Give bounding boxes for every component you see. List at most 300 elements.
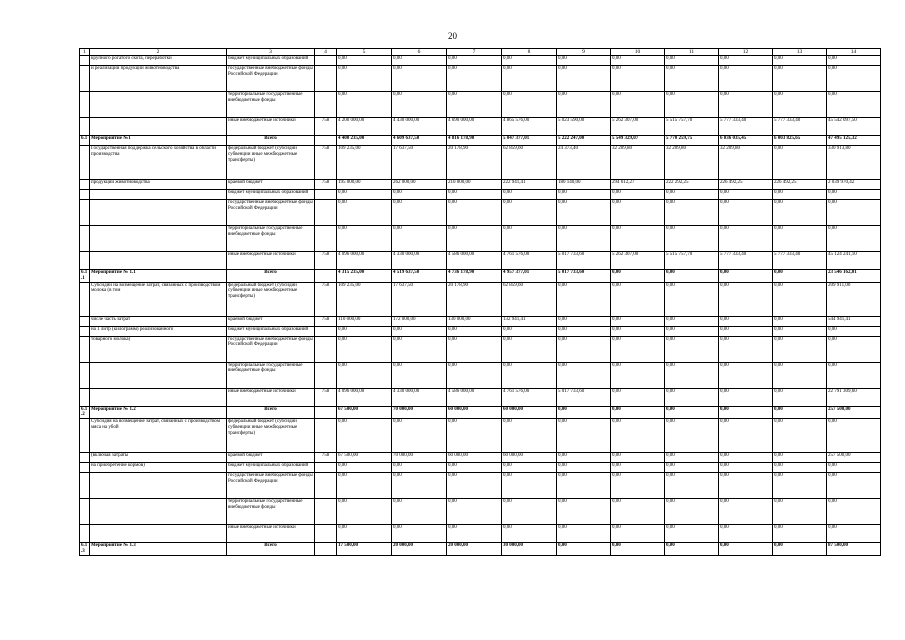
- table-cell: 0,00: [557, 362, 611, 388]
- table-cell: [315, 200, 337, 226]
- table-cell: [80, 190, 90, 200]
- table-cell: 5 777 333,40: [773, 118, 827, 136]
- table-cell: федеральный бюджет (субсидии субвенции иные межбюджетные трансферты): [227, 146, 315, 180]
- header-cell: 11: [665, 49, 719, 56]
- table-cell: 0,00: [557, 282, 611, 316]
- header-cell: 8: [502, 49, 557, 56]
- table-cell: 0,00: [502, 56, 557, 66]
- table-cell: 0,00: [557, 473, 611, 499]
- table-cell: 0,00: [773, 543, 827, 556]
- table-cell: 0,00: [773, 282, 827, 316]
- table-cell: 0,00: [337, 200, 392, 226]
- table-cell: 0,00: [665, 190, 719, 200]
- table-cell: 0,00: [665, 525, 719, 543]
- table-cell: на 1 литр (килограмм) реализованного: [90, 326, 227, 336]
- table-cell: 0,00: [392, 499, 447, 525]
- table-cell: краевой бюджет: [227, 453, 315, 463]
- header-cell: 13: [773, 49, 827, 56]
- table-cell: 4 096 000,00: [337, 252, 392, 270]
- table-cell: 4 200 000,00: [337, 118, 392, 136]
- table-cell: 0,00: [447, 336, 502, 362]
- table-cell: Всего: [227, 406, 315, 419]
- table-cell: 0,00: [719, 316, 773, 326]
- table-cell: 23 546 162,01: [827, 270, 881, 283]
- table-cell: [315, 336, 337, 362]
- table-cell: 5 549 329,07: [611, 136, 665, 146]
- table-cell: [90, 118, 227, 136]
- table-cell: 4 330 000,00: [392, 252, 447, 270]
- table-cell: 0,00: [557, 326, 611, 336]
- table-cell: 0,00: [502, 226, 557, 252]
- table-cell: [90, 388, 227, 406]
- table-cell: [80, 453, 90, 463]
- table-cell: 0,00: [447, 56, 502, 66]
- table-cell: 4 400 235,00: [337, 136, 392, 146]
- table-cell: 0,00: [502, 499, 557, 525]
- table-cell: 0,00: [392, 56, 447, 66]
- table-cell: 0,00: [392, 92, 447, 118]
- table-cell: 0,00: [665, 66, 719, 92]
- table-cell: [90, 525, 227, 543]
- table-cell: 0,00: [392, 226, 447, 252]
- table-cell: 30 000,00: [502, 543, 557, 556]
- table-cell: [315, 419, 337, 453]
- table-cell: государственные внебюджетные фонды Российской Федерации: [227, 336, 315, 362]
- table-cell: [315, 473, 337, 499]
- table-cell: 0,00: [392, 463, 447, 473]
- table-cell: 5 017 733,60: [557, 270, 611, 283]
- table-row: [80, 226, 881, 252]
- table-cell: территориальные государственные внебюджетные фонды: [227, 92, 315, 118]
- table-cell: 0,00: [665, 463, 719, 473]
- header-cell: 14: [827, 49, 881, 56]
- table-cell: 130 000,00: [447, 316, 502, 326]
- table-cell: 0,00: [665, 200, 719, 226]
- table-cell: на приобретение кормов): [90, 463, 227, 473]
- table-cell: 180 140,00: [557, 180, 611, 190]
- table-cell: 0,00: [611, 190, 665, 200]
- table-cell: 0,00: [557, 525, 611, 543]
- table-cell: 0,00: [447, 473, 502, 499]
- table-cell: 0,00: [557, 406, 611, 419]
- table-cell: [315, 326, 337, 336]
- table-cell: 0,00: [557, 463, 611, 473]
- table-cell: [80, 336, 90, 362]
- table-cell: 0,00: [611, 419, 665, 453]
- table-row: [80, 118, 881, 136]
- table-cell: Мероприятие № 1.3: [90, 543, 227, 556]
- table-row: [80, 525, 881, 543]
- table-cell: [315, 56, 337, 66]
- table-cell: [80, 282, 90, 316]
- table-cell: Мероприятие № 1.2: [90, 406, 227, 419]
- table-cell: 45 542 097,50: [827, 118, 881, 136]
- table-cell: 0,00: [337, 326, 392, 336]
- table-cell: 0,00: [557, 336, 611, 362]
- table-cell: [315, 406, 337, 419]
- table-row: [80, 316, 881, 326]
- table-cell: 0,00: [447, 66, 502, 92]
- table-cell: 0,00: [719, 419, 773, 453]
- table-cell: 0,00: [337, 226, 392, 252]
- table-cell: 0,00: [719, 473, 773, 499]
- table-cell: 0,00: [773, 406, 827, 419]
- table-cell: 110 000,00: [337, 316, 392, 326]
- table-cell: [90, 473, 227, 499]
- table-cell: [315, 190, 337, 200]
- table-cell: 0,00: [665, 336, 719, 362]
- table-cell: 0,00: [557, 226, 611, 252]
- table-cell: [90, 92, 227, 118]
- table-cell: 210 000,00: [447, 180, 502, 190]
- table-cell: иные внебюджетные источники: [227, 252, 315, 270]
- header-row: [80, 49, 881, 56]
- table-cell: товарного молока): [90, 336, 227, 362]
- table-row: [80, 282, 881, 316]
- table-cell: 0,00: [719, 362, 773, 388]
- table-cell: 0,00: [337, 66, 392, 92]
- table-cell: [90, 226, 227, 252]
- table-cell: 0,00: [611, 336, 665, 362]
- table-cell: 0,00: [502, 463, 557, 473]
- table-cell: 0,00: [773, 525, 827, 543]
- table-row: [80, 543, 881, 556]
- table-cell: 0,00: [611, 66, 665, 92]
- table-cell: 0,00: [502, 362, 557, 388]
- table-cell: 5 515 757,70: [665, 118, 719, 136]
- table-cell: 6 036 035,45: [719, 136, 773, 146]
- table-cell: 758: [315, 252, 337, 270]
- table-cell: [80, 200, 90, 226]
- table-cell: [315, 543, 337, 556]
- table-cell: 0,00: [773, 336, 827, 362]
- table-cell: 226 492,25: [773, 180, 827, 190]
- table-cell: 0,00: [392, 200, 447, 226]
- table-cell: [80, 463, 90, 473]
- table-cell: государственные внебюджетные фонды Российской Федерации: [227, 66, 315, 92]
- table-cell: 0,00: [719, 543, 773, 556]
- table-cell: [90, 252, 227, 270]
- table-cell: 758: [315, 388, 337, 406]
- table-cell: 0,00: [611, 499, 665, 525]
- table-cell: [80, 146, 90, 180]
- table-cell: 6.1.1: [80, 270, 90, 283]
- table-cell: 0,00: [719, 406, 773, 419]
- table-cell: 0,00: [611, 453, 665, 463]
- table-row: [80, 406, 881, 419]
- table-cell: 6 003 825,65: [773, 136, 827, 146]
- table-cell: 0,00: [773, 226, 827, 252]
- table-cell: 0,00: [827, 362, 881, 388]
- table-cell: 0,00: [773, 326, 827, 336]
- table-cell: иные внебюджетные источники: [227, 388, 315, 406]
- table-cell: Субсидии на возмещение затрат, связанных с производством молока (в том: [90, 282, 227, 316]
- table-cell: 5 222 247,00: [557, 136, 611, 146]
- table-cell: бюджет муниципальных образований: [227, 463, 315, 473]
- table-row: [80, 453, 881, 463]
- header-cell: 5: [337, 49, 392, 56]
- table-cell: 0,00: [827, 473, 881, 499]
- table-cell: 758: [315, 316, 337, 326]
- table-cell: 0,00: [611, 543, 665, 556]
- table-cell: федеральный бюджет (субсидии субвенции иные межбюджетные трансферты): [227, 282, 315, 316]
- header-cell: 9: [557, 49, 611, 56]
- table-cell: 758: [315, 180, 337, 190]
- table-cell: территориальные государственные внебюджетные фонды: [227, 226, 315, 252]
- table-cell: 4 586 000,00: [447, 388, 502, 406]
- table-cell: 70 000,00: [392, 406, 447, 419]
- table-cell: 5 023 590,00: [557, 118, 611, 136]
- header-cell: 6: [392, 49, 447, 56]
- table-cell: 0,00: [773, 190, 827, 200]
- table-cell: 32 209,80: [719, 146, 773, 180]
- table-cell: 6.1.3: [80, 543, 90, 556]
- table-cell: 32 209,80: [611, 146, 665, 180]
- table-cell: 5 777 333,40: [719, 252, 773, 270]
- table-cell: 0,00: [665, 388, 719, 406]
- table-row: [80, 326, 881, 336]
- table-cell: 294 612,27: [611, 180, 665, 190]
- table-cell: 5 017 733,60: [557, 252, 611, 270]
- table-row: [80, 252, 881, 270]
- table-cell: 5 262 307,00: [611, 118, 665, 136]
- table-cell: [80, 316, 90, 326]
- table-cell: 0,00: [447, 190, 502, 200]
- table-cell: 0,00: [502, 419, 557, 453]
- table-cell: 0,00: [557, 499, 611, 525]
- table-cell: [80, 419, 90, 453]
- table-cell: 0,00: [557, 316, 611, 326]
- table-cell: [80, 56, 90, 66]
- table-cell: 0,00: [611, 226, 665, 252]
- table-cell: 0,00: [447, 499, 502, 525]
- table-cell: [315, 136, 337, 146]
- table-cell: 0,00: [392, 362, 447, 388]
- budget-table: [79, 48, 881, 556]
- table-cell: 0,00: [719, 525, 773, 543]
- table-cell: 0,00: [502, 326, 557, 336]
- table-row: [80, 336, 881, 362]
- table-row: [80, 388, 881, 406]
- table-cell: 0,00: [719, 226, 773, 252]
- table-cell: 0,00: [447, 419, 502, 453]
- table-cell: [315, 226, 337, 252]
- table-cell: 0,00: [665, 92, 719, 118]
- table-cell: 0,00: [557, 56, 611, 66]
- header-cell: 10: [611, 49, 665, 56]
- table-cell: 60 000,00: [502, 406, 557, 419]
- table-cell: 62 859,60: [502, 282, 557, 316]
- table-cell: [90, 362, 227, 388]
- table-cell: 758: [315, 146, 337, 180]
- table-cell: 0,00: [773, 499, 827, 525]
- table-cell: 109 235,00: [337, 282, 392, 316]
- table-cell: [80, 525, 90, 543]
- table-row: [80, 499, 881, 525]
- table-cell: 4 586 000,00: [447, 252, 502, 270]
- table-cell: 0,00: [337, 56, 392, 66]
- table-cell: 0,00: [611, 92, 665, 118]
- table-cell: и реализации продукции животноводства: [90, 66, 227, 92]
- table-cell: [80, 118, 90, 136]
- table-cell: 0,00: [827, 326, 881, 336]
- table-cell: 0,00: [827, 66, 881, 92]
- table-cell: [80, 252, 90, 270]
- table-cell: 22 791 309,60: [827, 388, 881, 406]
- table-cell: 222 941,41: [502, 180, 557, 190]
- header-cell: 3: [227, 49, 315, 56]
- table-cell: 0,00: [665, 499, 719, 525]
- table-cell: 0,00: [502, 200, 557, 226]
- table-cell: 0,00: [719, 336, 773, 362]
- table-cell: числе часть затрат: [90, 316, 227, 326]
- table-cell: 0,00: [337, 190, 392, 200]
- table-cell: 0,00: [611, 282, 665, 316]
- table-cell: 0,00: [447, 326, 502, 336]
- table-cell: бюджет муниципальных образований: [227, 326, 315, 336]
- header-cell: 7: [447, 49, 502, 56]
- table-cell: краевой бюджет: [227, 180, 315, 190]
- table-cell: 226 492,25: [719, 180, 773, 190]
- table-cell: 0,00: [557, 453, 611, 463]
- table-cell: 758: [315, 282, 337, 316]
- table-cell: 0,00: [337, 336, 392, 362]
- table-cell: 0,00: [827, 499, 881, 525]
- table-cell: 0,00: [773, 453, 827, 463]
- table-cell: 0,00: [611, 200, 665, 226]
- table-cell: Мероприятие № 1.1: [90, 270, 227, 283]
- table-cell: 4 816 178,90: [447, 136, 502, 146]
- table-cell: территориальные государственные внебюджетные фонды: [227, 499, 315, 525]
- table-cell: 0,00: [447, 463, 502, 473]
- table-cell: 87 500,00: [827, 543, 881, 556]
- table-cell: [315, 362, 337, 388]
- table-cell: 0,00: [611, 56, 665, 66]
- table-cell: [90, 190, 227, 200]
- table-cell: 195 000,00: [337, 180, 392, 190]
- header-cell: 1: [80, 49, 90, 56]
- table-cell: [90, 499, 227, 525]
- table-cell: 17 637,50: [392, 146, 447, 180]
- table-cell: 0,00: [392, 473, 447, 499]
- table-cell: 4 519 637,50: [392, 270, 447, 283]
- table-cell: Государственная поддержка сельского хозяйства в области производства: [90, 146, 227, 180]
- table-cell: 0,00: [773, 419, 827, 453]
- table-cell: 0,00: [827, 226, 881, 252]
- table-cell: 0,00: [502, 92, 557, 118]
- table-cell: 0,00: [502, 473, 557, 499]
- table-cell: 5 770 259,75: [665, 136, 719, 146]
- table-cell: [315, 270, 337, 283]
- table-cell: 0,00: [773, 56, 827, 66]
- header-cell: 12: [719, 49, 773, 56]
- table-cell: 0,00: [773, 388, 827, 406]
- table-cell: 60 000,00: [447, 406, 502, 419]
- table-cell: 45 124 241,10: [827, 252, 881, 270]
- table-cell: [80, 388, 90, 406]
- table-row: [80, 92, 881, 118]
- table-cell: 0,00: [611, 525, 665, 543]
- header-cell: 2: [90, 49, 227, 56]
- table-cell: 0,00: [502, 525, 557, 543]
- table-cell: иные внебюджетные источники: [227, 525, 315, 543]
- table-row: [80, 56, 881, 66]
- table-cell: 62 859,60: [502, 146, 557, 180]
- table-cell: 5 777 333,40: [719, 118, 773, 136]
- table-cell: 0,00: [827, 525, 881, 543]
- table-cell: 4 865 576,00: [502, 118, 557, 136]
- table-cell: 0,00: [719, 463, 773, 473]
- table-cell: 0,00: [719, 499, 773, 525]
- table-cell: [80, 92, 90, 118]
- table-cell: 17 637,50: [392, 282, 447, 316]
- table-cell: 0,00: [557, 66, 611, 92]
- table-cell: 0,00: [557, 190, 611, 200]
- table-row: [80, 66, 881, 92]
- table-cell: 0,00: [611, 473, 665, 499]
- table-cell: [80, 326, 90, 336]
- table-cell: 0,00: [447, 92, 502, 118]
- table-row: [80, 190, 881, 200]
- table-cell: 20 000,00: [392, 543, 447, 556]
- table-cell: 4 096 000,00: [337, 388, 392, 406]
- table-cell: Мероприятие №1: [90, 136, 227, 146]
- table-cell: 0,00: [719, 200, 773, 226]
- table-cell: 0,00: [611, 316, 665, 326]
- table-cell: 222 292,25: [665, 180, 719, 190]
- table-cell: 0,00: [719, 282, 773, 316]
- table-cell: 0,00: [665, 316, 719, 326]
- table-row: [80, 419, 881, 453]
- table-cell: 70 000,00: [392, 453, 447, 463]
- table-cell: 0,00: [665, 326, 719, 336]
- table-cell: 0,00: [665, 282, 719, 316]
- header-cell: 4: [315, 49, 337, 56]
- table-cell: 544 941,41: [827, 316, 881, 326]
- table-cell: 0,00: [719, 92, 773, 118]
- table-cell: 32 209,80: [665, 146, 719, 180]
- table-row: [80, 180, 881, 190]
- table-cell: 0,00: [773, 146, 827, 180]
- table-cell: 0,00: [392, 190, 447, 200]
- table-cell: продукции животноводства: [90, 180, 227, 190]
- table-cell: бюджет муниципальных образований: [227, 190, 315, 200]
- table-cell: 0,00: [447, 525, 502, 543]
- table-cell: 0,00: [502, 190, 557, 200]
- table-cell: 2 039 970,42: [827, 180, 881, 190]
- table-cell: 0,00: [773, 463, 827, 473]
- table-cell: Всего: [227, 136, 315, 146]
- table-cell: иные внебюджетные источники: [227, 118, 315, 136]
- table-cell: 109 235,00: [337, 146, 392, 180]
- table-cell: 0,00: [773, 362, 827, 388]
- table-cell: 0,00: [665, 270, 719, 283]
- table-cell: 4 609 637,50: [392, 136, 447, 146]
- table-cell: 257 500,00: [827, 453, 881, 463]
- table-cell: (включая затраты: [90, 453, 227, 463]
- table-cell: 0,00: [557, 543, 611, 556]
- table-cell: 0,00: [827, 56, 881, 66]
- table-cell: 0,00: [773, 200, 827, 226]
- table-cell: Всего: [227, 543, 315, 556]
- table-cell: 0,00: [827, 336, 881, 362]
- table-cell: 20 000,00: [447, 543, 502, 556]
- table-cell: федеральный бюджет (субсидии субвенции иные межбюджетные трансферты): [227, 419, 315, 453]
- table-cell: 0,00: [392, 525, 447, 543]
- table-cell: 758: [315, 453, 337, 463]
- table-cell: 0,00: [611, 270, 665, 283]
- table-cell: 0,00: [827, 92, 881, 118]
